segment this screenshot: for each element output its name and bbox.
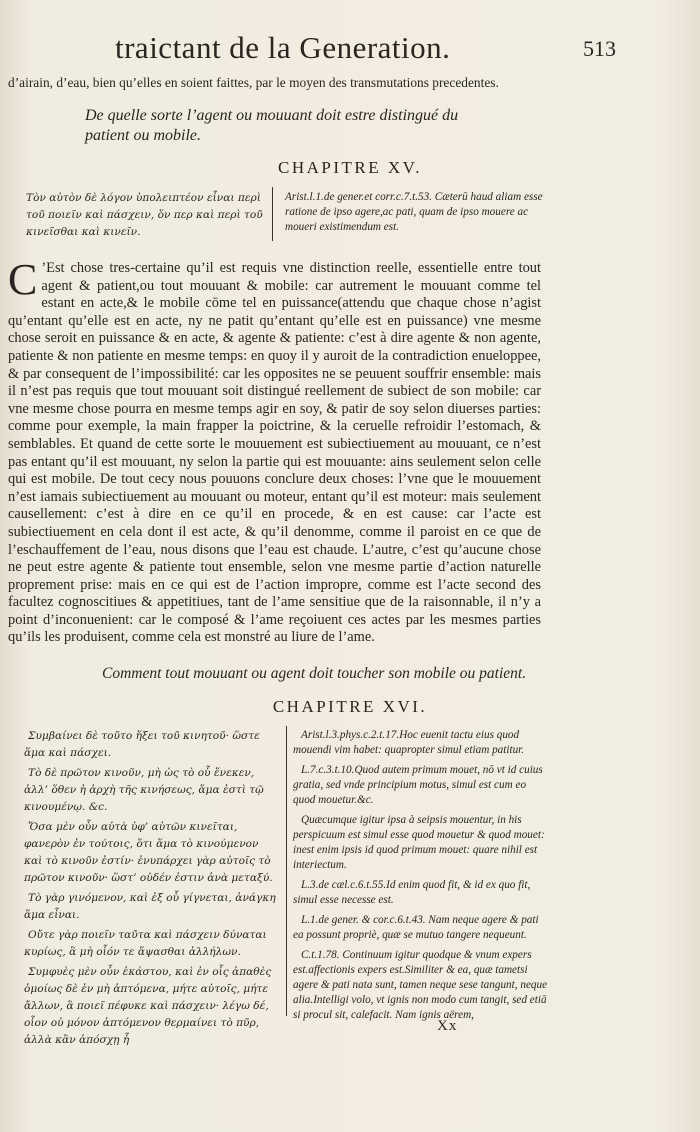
latin-passage: C.t.1.78. Continuum igitur quodque & vnum expers est.affectionis expers est.Similiter & ea, quæ tametsi agere & pati nata sunt, tamen neque sese tangunt, neque alia.Intelligi volo, vt ignis non modo cum tangit, sed etiā si procul sit, calefacit. Nam ignis aërem, — [293, 949, 548, 1021]
latin-citation-xv: Arist.l.1.de gener.et corr.c.7.t.53. Cæterū haud aliam esse ratione de ipso agere,ac pati, quam de ipso mouere ac moueri existimendum est. — [285, 191, 543, 233]
section-heading-xv: De quelle sorte l’agent ou mouuant doit estre distingué du patient ou mobile. — [85, 107, 459, 144]
latin-passage: L.7.c.3.t.10.Quod autem primum mouet, nō vt id cuius gratia, sed vnde principium motus, simul est cum eo quod mouetur.&c. — [293, 764, 543, 806]
chapter-title-xvi: CHAPITRE XVI. — [272, 697, 428, 716]
latin-passage: L.1.de gener. & cor.c.6.t.43. Nam neque agere & pati ea possunt propriè, quæ se mutuo tangere nequeunt. — [293, 914, 539, 941]
column-divider-xvi — [286, 726, 287, 1016]
chapter-xv-text: ’Est chose tres-certaine qu’il est requis vne distinction reelle, essentielle entre tout agent & patient,ou tout mouuant & mobile: car autrement le mouuant comme tel estant en acte,& le mobile cōme tel en puissance(attendu que chaque chose n’agist qu’entant qu’elle est en acte, ny ne patit qu’entant qu’elle est en puissance) vne mesme chose seroit en puissance & en acte, & agente & patiente: c’est à dire agente & non agente, patiente & non patiente en mesme temps: en quoy il y auroit de la contradiction enueloppee, & par consequent de l’impossibilité: car les opposites ne se peuuent souffrir ensemble: mais il n’est pas requis que tout mouuant soit distingué reellement de subiect de son mobile: car vne mesme chose pourra en mesme temps agir en soy, & patir de soy selon diuerses parties: comme pour exemple, la main frapper la poictrine, & la ceruelle refroidir l’estomach, & semblables. Et quand de cette sorte le mouuement est subiectiuement au mouuant, ce n’est pas entant qu’il est mouuant, ny selon la partie qui est mouuante: ains seulement selon celle qui est mobile. De tout cecy nous pouuons conclure deux choses: l’vne que le mouuement n’est iamais subiectiuement au mouuant ou moteur, entant qu’il est moteur: mais seulement causellement: c’est à dire en ce qu’il en procede, & en est cause: car l’acte est subiectiuement en cela dont il est acte, & qu’il denomme, comme il paroist en ce que de l’eschauffement de l’eau, nous disons que l’eau est chaude. L’autre, c’est qu’aucune chose ne peut estre agente & patiente tout ensemble, selon vne mesme partie d’action naturelle proprement prise: mais en ce qui est de l’action impropre, comme est l’acte second des facultez cognoscitiues & appetitiues, tant de l’ame sensitiue que de la raisonnable, il n’y a point d’inconuenient: car le composé & l’ame reçoiuent ces actes par les mesmes parties qu’ils les produisent, comme cela est monstré au liure de l’ame. — [8, 260, 541, 646]
greek-passage: Τὸ δὲ πρῶτον κινοῦν, μὴ ὡς τὸ οὗ ἕνεκεν, ἀλλ’ ὅθεν ἡ ἀρχὴ τῆς κινήσεως, ἅμα ἐστὶ τῷ κινουμένῳ. &c. — [24, 767, 264, 813]
column-divider-xv — [272, 187, 273, 241]
greek-passage: Ὅσα μὲν οὖν αὐτὰ ὑφ’ αὑτῶν κινεῖται, φανερὸν ἐν τούτοις, ὅτι ἅμα τὸ κινούμενον καὶ τὸ κινοῦν ἐστίν· ἐνυπάρχει γὰρ αὐτοῖς τὸ πρῶτον κινοῦν· ὥστ’ οὐδέν ἐστιν ἀνὰ μεταξύ. — [24, 821, 273, 884]
greek-passage: Τὸ γὰρ γινόμενον, καὶ ἐξ οὗ γίγνεται, ἀνάγκη ἅμα εἶναι. — [24, 892, 276, 921]
latin-passage: L.3.de cæl.c.6.t.55.Id enim quod fit, & id ex quo fit, simul esse necesse est. — [293, 879, 531, 906]
section-heading-xvi: Comment tout mouuant ou agent doit toucher son mobile ou patient. — [102, 665, 527, 682]
running-title: traictant de la Generation. — [115, 30, 451, 65]
greek-citation-xv: Τὸν αὐτὸν δὲ λόγον ὑπολειπτέον εἶναι περὶ τοῦ ποιεῖν καὶ πάσχειν, ὅν περ καὶ περὶ τοῦ κινεῖσθαι καὶ κινεῖν. — [26, 192, 263, 238]
chapter-title-xv: CHAPITRE XV. — [278, 158, 422, 177]
drop-cap: C — [8, 255, 38, 304]
greek-passage: Οὔτε γὰρ ποιεῖν ταῦτα καὶ πάσχειν δύναται κυρίως, ἃ μὴ οἷόν τε ἅψασθαι ἀλλήλων. — [24, 929, 267, 958]
greek-passage: Συμβαίνει δὲ τοῦτο ἥξει τοῦ κινητοῦ· ὥστε ἅμα καὶ πάσχει. — [24, 730, 260, 759]
latin-passage: Arist.l.3.phys.c.2.t.17.Hoc euenit tactu eius quod mouendi vim habet: quapropter simul etiam patitur. — [293, 729, 525, 756]
continuation-text: d’airain, d’eau, bien qu’elles en soient faittes, par le moyen des transmutations precedentes. — [8, 75, 499, 90]
greek-column-xvi — [24, 728, 279, 1052]
page-number: 513 — [583, 36, 616, 61]
greek-passage: Συμφυὲς μὲν οὖν ἐκάστου, καὶ ἐν οἷς ἀπαθὲς ὁμοίως δὲ ἐν μὴ ἁπτόμενα, μήτε αὐτοῖς, μήτε ἄλλων, ἃ ποιεῖ πέφυκε καὶ πάσχειν· λέγω δέ, οἷον οὐ μόνον ἁπτόμενον θερμαίνει τὸ πῦρ, ἀλλὰ κἂν ἀπόσχῃ ἧ — [24, 966, 272, 1046]
latin-passage: Quæcumque igitur ipsa à seipsis mouentur, in his perspicuum est simul esse quod mouetur & quod mouet: inest enim ipsis id quod primum mouet: quare nihil est interiectum. — [293, 814, 545, 871]
chapter-xv-body — [8, 255, 541, 647]
latin-column-xvi — [293, 728, 548, 1028]
signature-mark: Xx — [437, 1018, 458, 1034]
